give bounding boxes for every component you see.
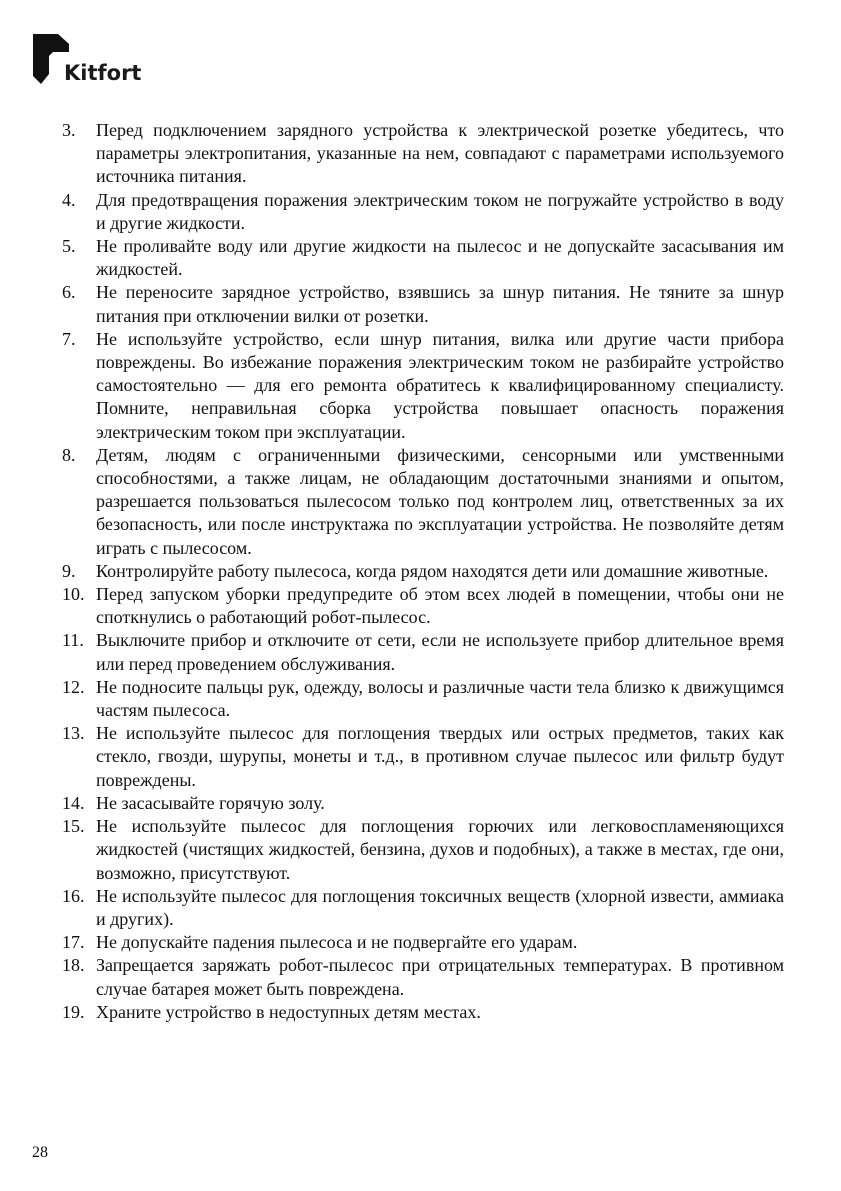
list-item-text: Детям, людям с ограниченными физическими, сенсорными или умственными способностями, а также лицам, не обладающим достаточными знаниями и опытом, разрешается пользоваться пылесосом только под контролем лиц, ответственных за их безопасность, или после инструктажа по эксплуатации устройства. Не позволяйте детям играть с пылесосом. <box>96 444 784 558</box>
brand-name: Kitfort <box>64 61 142 85</box>
list-item-number: 5. <box>62 236 76 257</box>
list-item <box>62 328 784 444</box>
list-item <box>62 444 784 560</box>
list-item <box>62 189 784 235</box>
list-item <box>62 931 784 954</box>
list-item-text: Не используйте пылесос для поглощения твердых или острых предметов, таких как стекло, гвозди, шурупы, монеты и т.д., в противном случае пылесос или фильтр будут повреждены. <box>96 723 784 790</box>
list-item-number: 8. <box>62 444 76 465</box>
list-item-text: Выключите прибор и отключите от сети, если не используете прибор длительное время или перед проведением обслуживания. <box>96 630 784 674</box>
list-item-number: 3. <box>62 120 76 140</box>
list-item <box>62 1001 784 1024</box>
list-item <box>62 676 784 722</box>
list-item-number: 12. <box>62 676 85 697</box>
list-item-number: 6. <box>62 282 76 303</box>
list-item-number: 10. <box>62 584 85 605</box>
list-item-text: Контролируйте работу пылесоса, когда рядом находятся дети или домашние животные. <box>96 560 769 581</box>
list-item-text: Не используйте устройство, если шнур питания, вилка или другие части прибора повреждены. Во избежание поражения электрическим током не разбирайте устройство самостоятельно — для его ремонта обратитесь к квалифицированному специалисту. Помните, неправильная сборка устройства повышает опасность поражения электрическим током при эксплуатации. <box>96 328 784 442</box>
list-item-number: 4. <box>62 189 76 210</box>
list-item-number: 13. <box>62 723 85 744</box>
list-item-text: Не используйте пылесос для поглощения токсичных веществ (хлорной извести, аммиака и других). <box>96 885 784 929</box>
list-item-number: 17. <box>62 932 85 953</box>
brand-logo <box>33 34 143 90</box>
list-item-text: Запрещается заряжать робот-пылесос при отрицательных температурах. В противном случае батарея может быть повреждена. <box>96 955 784 999</box>
list-item <box>62 583 784 629</box>
list-item-text: Храните устройство в недоступных детям местах. <box>96 1001 481 1022</box>
list-item-text: Не используйте пылесос для поглощения горючих или легковоспламеняющихся жидкостей (чистящих жидкостей, бензина, духов и подобных), а также в местах, где они, возможно, присутствуют. <box>96 816 784 883</box>
list-item <box>62 629 784 675</box>
list-item-number: 19. <box>62 1001 85 1022</box>
list-item <box>62 235 784 281</box>
list-item-text: Не проливайте воду или другие жидкости на пылесос и не допускайте засасывания им жидкостей. <box>96 236 784 280</box>
list-item <box>62 954 784 1000</box>
list-item-text: Для предотвращения поражения электрическим током не погружайте устройство в воду и другие жидкости. <box>96 189 784 233</box>
list-item-number: 14. <box>62 792 85 813</box>
list-item <box>62 792 784 815</box>
list-item <box>62 722 784 792</box>
list-item-number: 11. <box>62 630 84 651</box>
list-item-text: Не допускайте падения пылесоса и не подвергайте его ударам. <box>96 932 578 953</box>
list-item-number: 15. <box>62 816 85 837</box>
list-item-text: Перед подключением зарядного устройства к электрической розетке убедитесь, что параметры электропитания, указанные на нем, совпадают с параметрами используемого источника питания. <box>96 120 784 187</box>
list-item-number: 16. <box>62 885 85 906</box>
list-item-number: 7. <box>62 328 76 349</box>
list-item-text: Не переносите зарядное устройство, взявшись за шнур питания. Не тяните за шнур питания при отключении вилки от розетки. <box>96 282 784 326</box>
list-item <box>62 885 784 931</box>
list-item-text: Не засасывайте горячую золу. <box>96 792 325 813</box>
page-number: 28 <box>32 1144 48 1161</box>
list-item <box>62 281 784 327</box>
list-item <box>62 560 784 583</box>
list-item <box>62 815 784 885</box>
list-item-text: Не подносите пальцы рук, одежду, волосы и различные части тела близко к движущимся частям пылесоса. <box>96 676 784 721</box>
list-item-number: 18. <box>62 955 85 976</box>
safety-instructions-list <box>62 119 784 1024</box>
list-item-text: Перед запуском уборки предупредите об этом всех людей в помещении, чтобы они не споткнулись о работающий робот-пылесос. <box>96 584 784 628</box>
list-item <box>62 119 784 189</box>
list-item-number: 9. <box>62 560 76 581</box>
